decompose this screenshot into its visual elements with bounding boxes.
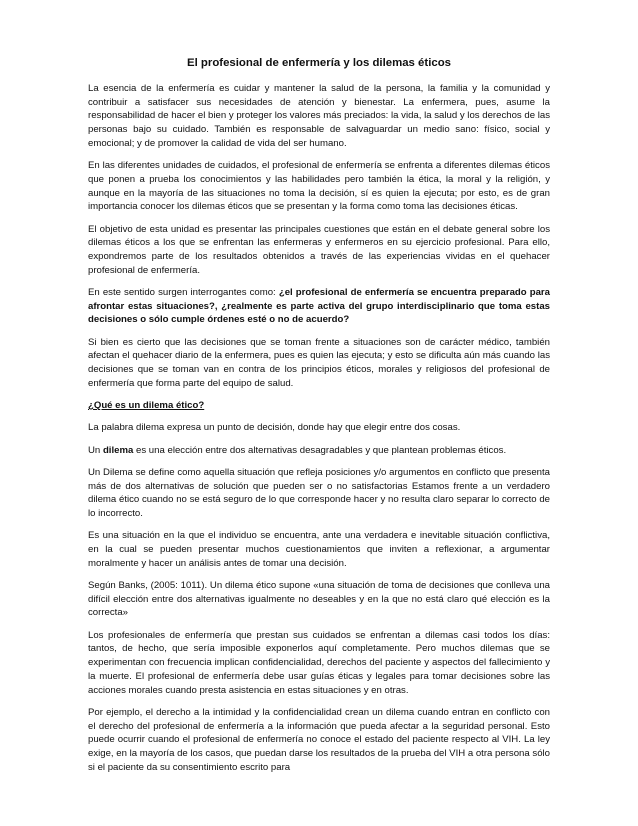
paragraph-banks-quote: Según Banks, (2005: 1011). Un dilema ético supone «una situación de toma de decisiones que conlleva una difícil elección entre dos alternativas igualmente no deseables y en la que no está claro qué elección es la correcta»	[88, 580, 550, 619]
paragraph-care-units: En las diferentes unidades de cuidados, el profesional de enfermería se enfrenta a diferentes dilemas éticos que ponen a prueba los conocimientos y las habilidades pero también la ética, la moral y la religión, y aunque en la mayoría de las situaciones no toma la decisión, sí es quien la ejecuta; por esto, es de gran importancia conocer los dilemas éticos que se presentan y la forma como toma las decisiones éticas.	[88, 160, 550, 213]
document-title: El profesional de enfermería y los dilemas éticos	[187, 57, 451, 69]
questions-bold-text: ¿el profesional de enfermería se encuentra preparado para afrontar estas situaciones?, ¿realmente es parte activa del grupo interdisciplinario que toma estas decisiones o sólo cumple órdenes esté o no de acuerdo?	[88, 286, 550, 326]
paragraph-objective: El objetivo de esta unidad es presentar las principales cuestiones que están en el debate general sobre los dilemas éticos a los que se enfrentan las enfermeras y enfermeros en su ejercicio profesional. Para ello, expondremos parte de los resultados obtenidos a través de las experiencias vividas en el quehacer profesional de enfermería.	[88, 223, 550, 276]
paragraph-dilema-situation: Un Dilema se define como aquella situación que refleja posiciones y/o argumentos en conflicto que presenta más de dos alternativas de solución que pueden ser o no satisfactorias Estamos frente a un verdadero dilema ético cuando no se está seguro de lo que corresponde hacer y no resulta claro separar lo correcto de lo incorrecto.	[88, 466, 550, 520]
paragraph-questions	[88, 286, 550, 327]
paragraph-dilema-definition	[88, 444, 550, 458]
section-heading: ¿Qué es un dilema ético?	[88, 400, 205, 412]
definition-rest-text: es una elección entre dos alternativas desagradables y que plantean problemas éticos.	[133, 444, 507, 456]
paragraph-conflict: Es una situación en la que el individuo se encuentra, ante una verdadera e inevitable situación conflictiva, en la cual se pueden presentar muchos cuestionamientos que inviten a reflexionar, a argumentar moralmente y hacer un análisis antes de tomar una decisión.	[88, 530, 550, 569]
definition-lead-text: Un	[88, 444, 103, 456]
paragraph-professionals: Los profesionales de enfermería que prestan sus cuidados se enfrentan a dilemas casi todos los días: tantos, de hecho, que sería imposible exponerlos aquí completamente. Pero muchos dilemas que se experimentan con frecuencia implican confidencialidad, derechos del paciente y aspectos del fallecimiento y la muerte. El profesional de enfermería debe usar guías éticas y legales para tomar decisiones sobre las acciones morales cuando presta asistencia en estas situaciones y en otras.	[88, 629, 550, 696]
definition-term: dilema	[102, 444, 134, 456]
paragraph-intro: La esencia de la enfermería es cuidar y mantener la salud de la persona, la familia y la comunidad y contribuir a satisfacer sus necesidades de atención y bienestar. La enfermera, pues, asume la responsabilidad de hacer el bien y proteger los valores más preciados: la vida, la salud y los derechos de las personas bajo su cuidado. También es responsable de salvaguardar un medio sano: físico, social y emocional; y de promover la calidad de vida del ser humano.	[88, 83, 550, 149]
questions-lead-text: En este sentido surgen interrogantes como:	[88, 286, 279, 298]
paragraph-dilema-word: La palabra dilema expresa un punto de decisión, donde hay que elegir entre dos cosas.	[88, 422, 461, 434]
paragraph-medical-decisions: Si bien es cierto que las decisiones que se toman frente a situaciones son de carácter médico, también afectan el quehacer diario de la enfermera, pues es quien las ejecuta; y esto se dificulta aún más cuando las decisiones que se toman van en contra de los principios éticos, morales y religiosos del profesional de enfermería que forma parte del equipo de salud.	[88, 336, 550, 389]
paragraph-example: Por ejemplo, el derecho a la intimidad y la confidencialidad crean un dilema cuando entran en conflicto con el derecho del profesional de enfermería a la información que pueda afectar a la seguridad personal. Esto puede ocurrir cuando el profesional de enfermería no conoce el estado del paciente respecto al VIH. La ley exige, en la mayoría de los casos, que puedan darse los resultados de la prueba del VIH a otra persona sólo si el paciente da su consentimiento escrito para	[88, 706, 550, 773]
